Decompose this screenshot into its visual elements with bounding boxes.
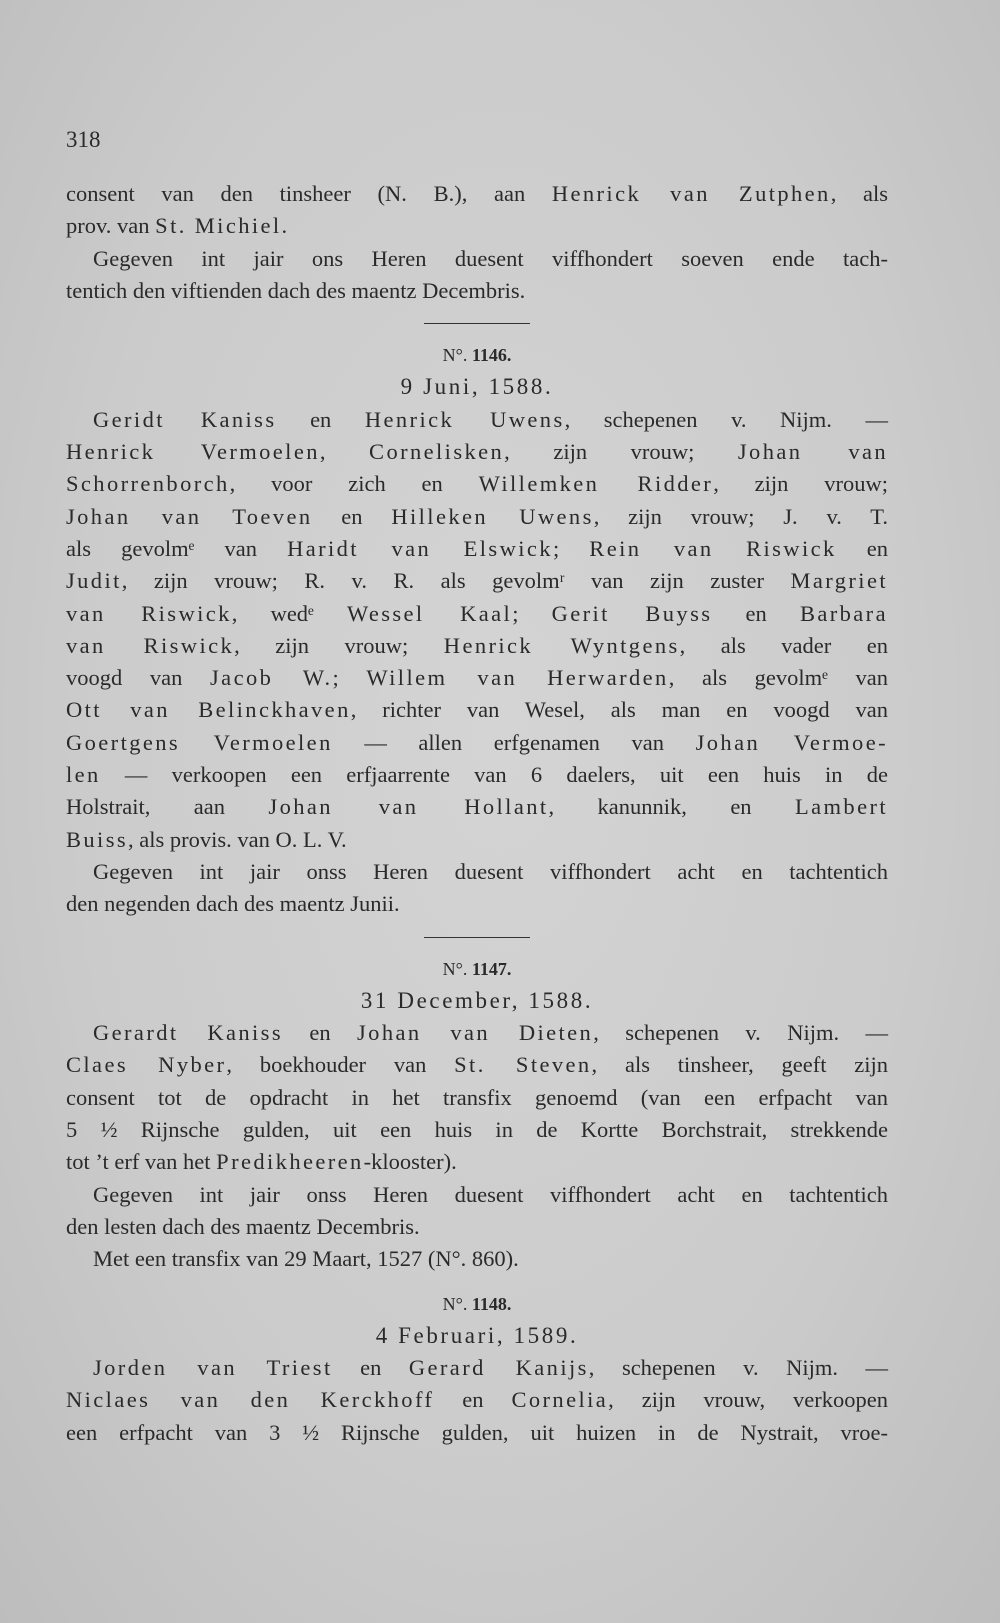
text-run: ; <box>512 600 552 626</box>
spaced-name: Predikheeren <box>216 1149 364 1175</box>
spaced-name: Haridt van Elswick <box>287 535 553 561</box>
text-run: en <box>836 535 888 561</box>
text-line <box>66 1114 888 1146</box>
text-run: tentich den viftienden dach des maentz Decembris. <box>66 277 526 303</box>
section-divider <box>66 307 888 339</box>
entry-number <box>66 953 888 985</box>
text-line <box>66 1049 888 1081</box>
spaced-name: Gerard Kanijs <box>408 1355 589 1381</box>
text-run: Gegeven int jair onss Heren duesent viffhondert acht en tachtentich <box>93 1181 888 1207</box>
text-line <box>66 1243 888 1275</box>
spaced-name: St. Michiel. <box>155 213 290 239</box>
text-line <box>66 1384 888 1416</box>
text-run: , zijn vrouw; <box>713 471 889 497</box>
text-run: , zijn vrouw; <box>234 632 444 658</box>
spaced-name: Cornelia <box>511 1387 609 1413</box>
spaced-name: St. Steven <box>454 1052 592 1078</box>
text-run: , als gevolmᵉ van <box>668 665 888 691</box>
entry-date: 31 December, 1588. <box>360 987 594 1013</box>
text-run: consent tot de opdracht in het transfix genoemd (van een erfpacht van <box>66 1084 888 1110</box>
text-run: Holstrait, aan <box>66 794 269 820</box>
text-run: , zijn vrouw; R. v. R. als gevolmʳ van zijn zuster <box>121 568 791 594</box>
text-line <box>66 759 888 791</box>
text-run: tot ’t erf van het <box>66 1149 217 1175</box>
entry-number <box>66 1288 888 1320</box>
spaced-name: Niclaes van den Kerckhoff <box>66 1387 435 1413</box>
text-run: den lesten dach des maentz Decembris. <box>66 1213 420 1239</box>
spaced-name: Johan van Toeven <box>66 503 313 529</box>
text-run: — verkoopen een erfjaarrente van 6 daelers, uit een huis in de <box>100 762 888 788</box>
text-run: consent van den tinsheer (N. B.), aan <box>66 181 552 206</box>
text-run: , boekhouder van <box>226 1052 455 1078</box>
entry-date: 4 Februari, 1589. <box>375 1322 579 1348</box>
text-run: , als tinsheer, geeft zijn <box>591 1052 888 1078</box>
text-run: als gevolmᵉ van <box>66 535 288 561</box>
spaced-name: Goertgens Vermoelen <box>66 729 333 755</box>
spaced-name: len <box>66 762 101 788</box>
text-run: — allen erfgenamen van <box>332 729 696 755</box>
text-run: , als provis. van O. L. V. <box>128 826 347 852</box>
entry-number-value: 1148. <box>471 1293 512 1314</box>
spaced-name: van Riswick <box>66 600 232 626</box>
spaced-name: Henrick Uwens <box>364 406 565 432</box>
spaced-name: Johan van <box>737 439 889 465</box>
text-run: en <box>276 406 365 432</box>
text-run: ; <box>552 535 590 561</box>
text-line <box>66 630 888 662</box>
text-line <box>66 565 888 597</box>
spaced-name: Johan van Dieten <box>357 1020 594 1046</box>
text-line <box>66 275 888 307</box>
entry-number-value: 1146. <box>471 345 512 366</box>
text-line <box>66 1082 888 1114</box>
spaced-name: Henrick Wyntgens <box>443 632 680 658</box>
text-run: , richter van Wesel, als man en voogd van <box>350 697 888 723</box>
spaced-name: Ott van Belinckhaven <box>66 697 351 723</box>
text-run: , als <box>830 181 888 206</box>
spaced-name: Judit <box>66 568 122 594</box>
text-run: , kanunnik, en <box>548 794 795 820</box>
spaced-name: Margriet <box>790 568 888 594</box>
spaced-name: Claes Nyber <box>66 1052 227 1078</box>
text-line <box>66 178 888 210</box>
text-run: , als vader en <box>679 632 889 658</box>
text-line <box>66 1211 888 1243</box>
spaced-name: Willem van Herwarden <box>366 665 669 691</box>
text-run: en <box>712 600 800 626</box>
spaced-name: Rein van Riswick <box>589 535 837 561</box>
entry-number-prefix: N°. <box>442 1293 468 1314</box>
document-body <box>66 178 888 1449</box>
text-line <box>66 1179 888 1211</box>
text-run: en <box>312 503 392 529</box>
text-run: , schepenen v. Nijm. — <box>593 1020 888 1046</box>
text-run: Met een transfix van 29 Maart, 1527 (N°. 860). <box>93 1246 519 1272</box>
spaced-name: Johan Vermoe- <box>695 729 888 755</box>
text-run: en <box>332 1355 409 1381</box>
text-run: , <box>319 439 370 465</box>
text-line <box>66 791 888 823</box>
text-run: Gegeven int jair ons Heren duesent viffhondert soeven ende tach- <box>93 245 888 271</box>
text-line <box>66 501 888 533</box>
text-line <box>66 468 888 500</box>
text-run: , zijn vrouw; <box>504 439 738 465</box>
spaced-name: Buiss <box>66 826 129 852</box>
text-line <box>66 243 888 275</box>
spaced-name: van Riswick <box>66 632 235 658</box>
page-number: 318 <box>66 127 101 152</box>
text-line <box>66 598 888 630</box>
spaced-name: Henrick Vermoelen <box>66 439 320 465</box>
spaced-name: Lambert <box>794 794 888 820</box>
text-line <box>66 1352 888 1384</box>
text-run: prov. van <box>66 213 156 239</box>
divider-line <box>424 937 530 938</box>
spaced-name: Cornelisken <box>369 439 505 465</box>
text-run: , voor zich en <box>229 471 479 497</box>
text-line <box>66 856 888 888</box>
text-run: Gegeven int jair onss Heren duesent viffhondert acht en tachtentich <box>93 858 888 884</box>
text-run: en <box>434 1387 512 1413</box>
spaced-name: Johan van Hollant <box>268 794 549 820</box>
text-line <box>66 1017 888 1049</box>
spaced-name: Gerardt Kaniss <box>93 1020 283 1046</box>
text-run: voogd van <box>66 665 211 691</box>
spaced-name: Barbara <box>799 600 888 626</box>
spaced-name: Wessel Kaal <box>346 600 513 626</box>
text-run: 5 ½ Rijnsche gulden, uit een huis in de Kortte Borchstrait, strekkende <box>66 1117 888 1143</box>
entry-number-prefix: N°. <box>442 958 468 979</box>
text-run: den negenden dach des maentz Junii. <box>66 891 400 917</box>
spaced-name: Gerit Buyss <box>551 600 713 626</box>
text-line <box>66 210 888 242</box>
entry-number <box>66 339 888 371</box>
text-line <box>66 1146 888 1178</box>
spaced-name: Jacob W. <box>210 665 333 691</box>
text-line <box>66 824 888 856</box>
spaced-name: Jorden van Triest <box>93 1355 333 1381</box>
section-divider <box>66 921 888 953</box>
text-run: , schepenen v. Nijm. — <box>564 406 888 432</box>
text-line <box>66 1417 888 1449</box>
entry-number-value: 1147. <box>471 958 512 979</box>
text-line <box>66 727 888 759</box>
text-line <box>66 533 888 565</box>
text-run: , schepenen v. Nijm. — <box>588 1355 888 1381</box>
text-run: , zijn vrouw; J. v. T. <box>593 503 888 529</box>
divider-line <box>424 323 530 324</box>
spaced-name: Schorrenborch <box>66 471 230 497</box>
text-line <box>66 662 888 694</box>
spaced-name: Geridt Kaniss <box>93 406 277 432</box>
text-run: -klooster). <box>363 1149 457 1175</box>
text-line <box>66 436 888 468</box>
text-run: en <box>282 1020 358 1046</box>
text-line <box>66 404 888 436</box>
text-run: , wedᵉ <box>231 600 347 626</box>
spaced-name: Henrick van Zutphen <box>551 181 831 206</box>
entry-date: 9 Juni, 1588. <box>400 374 554 400</box>
spaced-name: Willemken Ridder <box>478 471 714 497</box>
text-run: , zijn vrouw, verkoopen <box>608 1387 888 1413</box>
text-run: ; <box>332 665 367 691</box>
text-line <box>66 694 888 726</box>
entry-number-prefix: N°. <box>442 345 468 366</box>
text-line <box>66 888 888 920</box>
section-gap <box>66 1276 888 1288</box>
spaced-name: Hilleken Uwens <box>391 503 594 529</box>
text-run: een erfpacht van 3 ½ Rijnsche gulden, uit huizen in de Nystrait, vroe- <box>66 1419 888 1445</box>
